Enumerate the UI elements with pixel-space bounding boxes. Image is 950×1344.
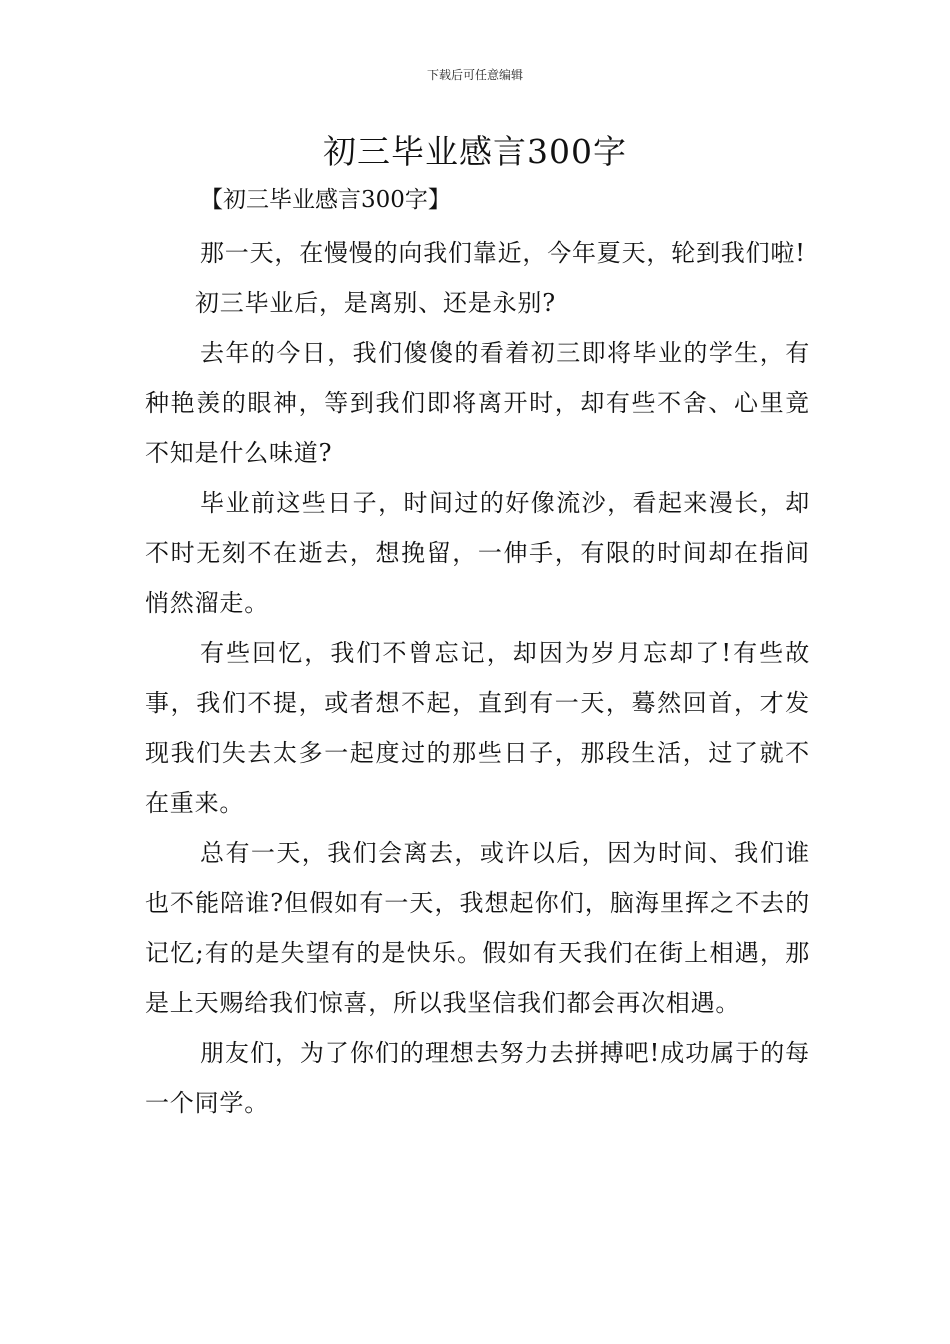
document-subtitle: 【初三毕业感言300字】 [200, 187, 451, 213]
paragraph: 毕业前这些日子，时间过的好像流沙，看起来漫长，却不时无刻不在逝去，想挽留，一伸手，有限的时间却在指间悄然溜走。 [145, 489, 810, 617]
paragraph: 总有一天，我们会离去，或许以后，因为时间、我们谁也不能陪谁?但假如有一天，我想起你们，脑海里挥之不去的记忆;有的是失望有的是快乐。假如有天我们在街上相遇，那是上天赐给我们惊喜，所以我坚信我们都会再次相遇。 [145, 839, 810, 1017]
paragraph: 那一天，在慢慢的向我们靠近，今年夏天，轮到我们啦! [200, 239, 806, 267]
paragraph: 有些回忆，我们不曾忘记，却因为岁月忘却了!有些故事，我们不提，或者想不起，直到有一天，蓦然回首，才发现我们失去太多一起度过的那些日子，那段生活，过了就不在重来。 [145, 639, 810, 817]
document-title: 初三毕业感言300字 [323, 132, 627, 171]
paragraph: 初三毕业后，是离别、还是永别? [195, 289, 556, 317]
paragraph: 去年的今日，我们傻傻的看着初三即将毕业的学生，有种艳羡的眼神，等到我们即将离开时，却有些不舍、心里竟不知是什么味道? [145, 339, 810, 467]
header-note: 下载后可任意编辑 [426, 68, 523, 82]
paragraph: 朋友们，为了你们的理想去努力去拼搏吧!成功属于的每一个同学。 [145, 1039, 810, 1117]
document-body [145, 228, 810, 1128]
